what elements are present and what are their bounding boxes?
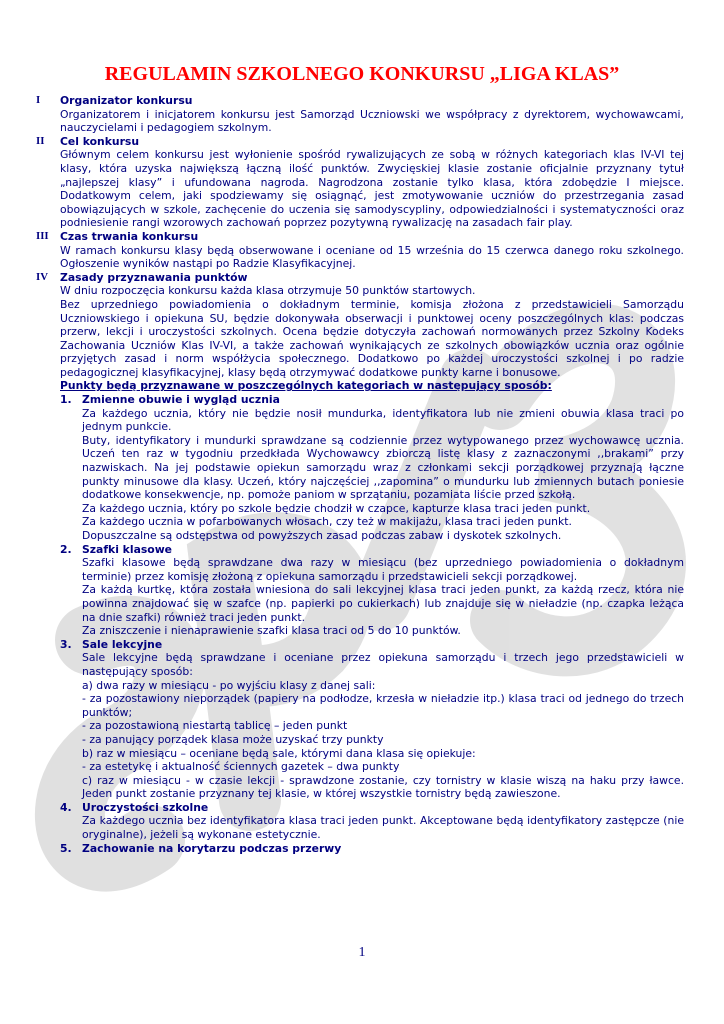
section-paragraph: Organizatorem i inicjatorem konkursu jest Samorząd Uczniowski we współpracy z dyrektorem, wychowawcami, nauczycielami i pedagogiem szkolnym. <box>60 107 684 135</box>
category-paragraph: - za pozostawiony nieporządek (papiery na podłodze, krzesła w nieładzie itp.) klasa traci od jednego do trzech punktów; <box>82 692 684 719</box>
category-corridor-behavior <box>36 842 684 856</box>
category-number: 3. <box>60 637 72 651</box>
category-paragraph: Za zniszczenie i nienaprawienie szafki klasa traci od 5 do 10 punktów. <box>82 624 461 638</box>
section-heading: Czas trwania konkursu <box>60 229 199 243</box>
section-heading: Zasady przyznawania punktów <box>60 270 248 284</box>
category-number: 4. <box>60 800 72 814</box>
category-paragraph: - za panujący porządek klasa może uzyskać trzy punkty <box>82 732 384 746</box>
section-number: I <box>36 94 41 106</box>
category-paragraph: Za każdego ucznia bez identyfikatora klasa traci jeden punkt. Akceptowane będą identyfikatory zastępcze (nie oryginalne), jeżeli są wykonane estetycznie. <box>82 814 684 842</box>
section-rules <box>36 271 684 393</box>
category-paragraph: a) dwa razy w miesiącu - po wyjściu klasy z danej sali: <box>82 678 376 692</box>
section-number: IV <box>36 270 48 283</box>
category-paragraph: Za każdą kurtkę, która została wniesiona do sali lekcyjnej klasa traci jeden punkt, za każdą rzecz, która nie powinna znajdować się w szafce (np. papierki po cukierkach) lub znajduje się w nieładzie (np. czapka leżąca na dnie szafki) również traci jeden punkt. <box>82 583 684 624</box>
section-number: II <box>36 134 45 147</box>
category-title: Sale lekcyjne <box>82 637 163 651</box>
category-paragraph: - za estetykę i aktualność ściennych gazetek – dwa punkty <box>82 760 400 774</box>
category-title: Zmienne obuwie i wygląd ucznia <box>82 393 280 407</box>
category-paragraph: Za każdego ucznia, który po szkole będzie chodził w czapce, kapturze klasa traci jeden punkt. <box>82 501 591 515</box>
section-heading: Organizator konkursu <box>60 94 193 107</box>
category-paragraph: Buty, identyfikatory i mundurki sprawdzane są codziennie przez wytypowanego przez wychowawcę ucznia. Uczeń ten raz w tygodniu przedkłada Wychowawcy zbiorczą listę klasy z zaznaczonymi ,,brakami” przy nazwiskach. Na jej podstawie opiekun samorządu wraz z członkami sekcji porządkowej przyznają łączne punkty minusowe dla klasy. Uczeń, który najczęściej ,,zapomina” o mundurku lub zmiennych butach poniesie dodatkowe konsekwencje, np. pomoże paniom w sprzątaniu, pozamiata liście przed szkołą. <box>82 433 684 502</box>
category-paragraph: Za każdego ucznia w pofarbowanych włosach, czy też w makijażu, klasa traci jeden punkt. <box>82 515 572 529</box>
document-body <box>36 94 684 855</box>
category-classrooms <box>36 638 684 801</box>
category-paragraph: Dopuszczalne są odstępstwa od powyższych zasad podczas zabaw i dyskotek szkolnych. <box>82 529 562 542</box>
category-title: Uroczystości szkolne <box>82 800 209 814</box>
page-number: 1 <box>358 945 366 960</box>
category-number: 2. <box>60 542 72 556</box>
category-shoes-appearance <box>36 393 684 543</box>
section-duration <box>36 230 684 271</box>
category-number: 1. <box>60 393 72 407</box>
section-paragraph: W dniu rozpoczęcia konkursu każda klasa otrzymuje 50 punktów startowych. <box>60 284 476 298</box>
section-paragraph: Bez uprzedniego powiadomienia o dokładnym terminie, komisja złożona z przedstawicieli Samorządu Uczniowskiego i opiekuna SU, będzie dokonywała obserwacji i punktowej oceny poszczególnych klas: podczas przerw, lekcji i uroczystości szkolnych. Ocena będzie dotyczyła zachowań normowanych przez Szkolny Kodeks Zachowania Uczniów Klas IV-VI, a także zachowań wynikających ze szkolnych obowiązków ucznia oraz ogólnie przyjętych zasad i norm współżycia społecznego. Dodatkowo po każdej uroczystości szkolnej i po radzie pedagogicznej klasyfikacyjnej, klasy będą otrzymywać dodatkowe punkty karne i bonusowe. <box>60 297 684 379</box>
section-paragraph: W ramach konkursu klasy będą obserwowane i oceniane od 15 września do 15 czerwca danego roku szkolnego. Ogłoszenie wyników nastąpi po Radzie Klasyfikacyjnej. <box>60 243 684 271</box>
category-paragraph: b) raz w miesiącu – oceniane będą sale, którymi dana klasa się opiekuje: <box>82 746 476 760</box>
section-number: III <box>36 229 49 242</box>
category-lockers <box>36 543 684 638</box>
category-paragraph: - za pozostawioną niestartą tablicę – jeden punkt <box>82 719 348 733</box>
category-number: 5. <box>60 841 72 855</box>
categories-heading: Punkty będą przyznawane w poszczególnych kategoriach w następujący sposób: <box>60 379 552 393</box>
document-title: REGULAMIN SZKOLNEGO KONKURSU „LIGA KLAS” <box>104 63 620 85</box>
category-paragraph: Szafki klasowe będą sprawdzane dwa razy w miesiącu (bez uprzedniego powiadomienia o dokładnym terminie) przez komisję złożoną z opiekuna samorządu i przedstawicieli sekcji porządkowej. <box>82 556 684 583</box>
category-ceremonies <box>36 801 684 842</box>
section-heading: Cel konkursu <box>60 134 140 148</box>
section-paragraph: Głównym celem konkursu jest wyłonienie spośród rywalizujących ze sobą w różnych kategoriach klas IV-VI tej klasy, która uzyska największą łączną ilość punktów. Zwycięskiej klasie zostanie oficjalnie przyznany tytuł „najlepszej klasy” i ufundowana nagroda. Nagrodzona zostanie tylko klasa, która zdobędzie I miejsce. Dodatkowym celem, jaki spodziewamy się osiągnąć, jest zmotywowanie uczniów do przestrzegania zasad obowiązujących w szkole, zachęcenie do uczenia się samodyscypliny, odpowiedzialności i systematyczności oraz podniesienie rangi wzorowych zachowań poprzez pozytywną rywalizację na zasadach fair play. <box>60 148 684 230</box>
category-title: Szafki klasowe <box>82 542 172 556</box>
category-paragraph: Za każdego ucznia, który nie będzie nosił mundurka, identyfikatora lub nie zmieni obuwia klasa traci po jednym punkcie. <box>82 406 684 434</box>
section-goal <box>36 135 684 230</box>
category-paragraph: Sale lekcyjne będą sprawdzane i oceniane przez opiekuna samorządu i trzech jego przedstawicieli w następujący sposób: <box>82 651 684 678</box>
category-title: Zachowanie na korytarzu podczas przerwy <box>82 841 342 855</box>
section-organizer <box>36 94 684 135</box>
category-paragraph: c) raz w miesiącu - w czasie lekcji - sprawdzone zostanie, czy tornistry w klasie wiszą na haku przy ławce. Jeden punkt zostanie przyznany tej klasie, w której wszystkie tornistry będą zawieszone. <box>82 773 684 801</box>
